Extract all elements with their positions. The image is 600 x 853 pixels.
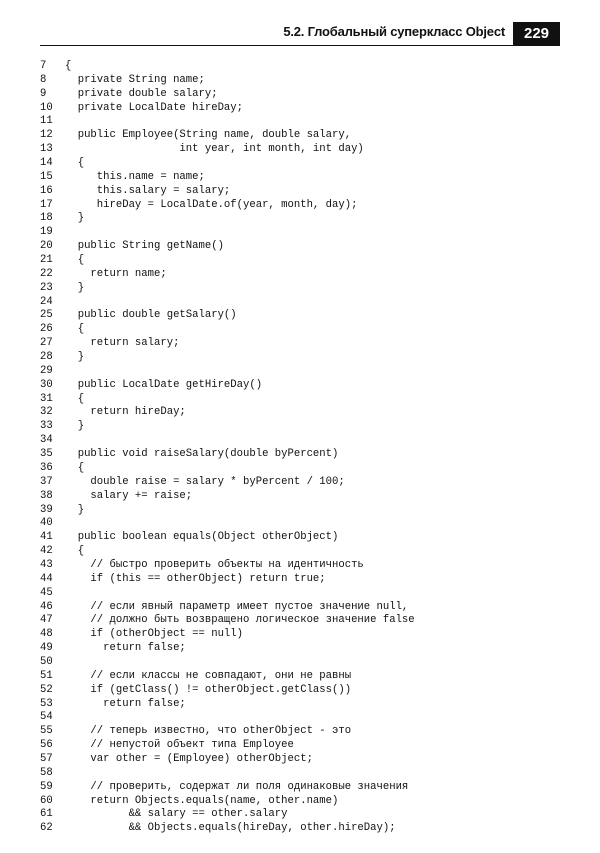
code-text: // должно быть возвращено логическое значение false	[65, 614, 415, 627]
code-text: }	[65, 503, 85, 516]
line-number: 33	[40, 420, 53, 433]
code-line	[40, 406, 415, 420]
line-number: 29	[40, 364, 53, 377]
code-text: if (this == otherObject) return true;	[65, 572, 326, 585]
code-text: }	[65, 351, 85, 364]
code-line	[40, 490, 415, 504]
code-text: public double getSalary()	[65, 309, 237, 322]
line-number: 21	[40, 254, 53, 267]
code-line	[40, 212, 415, 226]
line-number: 30	[40, 378, 53, 391]
code-text: public boolean equals(Object otherObject)	[65, 531, 339, 544]
line-number: 28	[40, 351, 53, 364]
code-line	[40, 462, 415, 476]
line-number: 54	[40, 711, 53, 724]
code-line	[40, 767, 415, 781]
code-line	[40, 795, 415, 809]
code-line	[40, 185, 415, 199]
line-number: 32	[40, 406, 53, 419]
line-number: 35	[40, 448, 53, 461]
header-rule	[40, 45, 513, 46]
code-line	[40, 628, 415, 642]
code-text: }	[65, 212, 85, 225]
line-number: 22	[40, 267, 53, 280]
line-number: 19	[40, 226, 53, 239]
code-line	[40, 296, 415, 310]
running-header	[40, 22, 560, 46]
code-line	[40, 531, 415, 545]
code-line	[40, 393, 415, 407]
line-number: 42	[40, 545, 53, 558]
code-text: this.name = name;	[65, 170, 205, 183]
line-number: 56	[40, 739, 53, 752]
code-line	[40, 60, 415, 74]
code-listing	[40, 60, 415, 836]
code-text: double raise = salary * byPercent / 100;	[65, 475, 345, 488]
code-line	[40, 420, 415, 434]
code-line	[40, 323, 415, 337]
line-number: 8	[40, 73, 47, 86]
line-number: 25	[40, 309, 53, 322]
line-number: 51	[40, 669, 53, 682]
code-text: && salary == other.salary	[65, 808, 288, 821]
code-line	[40, 781, 415, 795]
line-number: 17	[40, 198, 53, 211]
code-line	[40, 268, 415, 282]
code-text: // непустой объект типа Employee	[65, 739, 294, 752]
line-number: 24	[40, 295, 53, 308]
code-line	[40, 379, 415, 393]
code-text: // если классы не совпадают, они не равны	[65, 669, 352, 682]
code-text: // если явный параметр имеет пустое значение null,	[65, 600, 409, 613]
line-number: 50	[40, 655, 53, 668]
line-number: 15	[40, 170, 53, 183]
code-text: {	[65, 461, 85, 474]
line-number: 31	[40, 392, 53, 405]
code-text: hireDay = LocalDate.of(year, month, day);	[65, 198, 358, 211]
line-number: 7	[40, 60, 47, 72]
code-text: public void raiseSalary(double byPercent)	[65, 448, 339, 461]
code-line	[40, 504, 415, 518]
line-number: 11	[40, 115, 53, 128]
code-text: private double salary;	[65, 87, 218, 100]
code-text: if (getClass() != otherObject.getClass())	[65, 683, 352, 696]
code-line	[40, 642, 415, 656]
line-number: 26	[40, 323, 53, 336]
code-text: this.salary = salary;	[65, 184, 231, 197]
code-line	[40, 115, 415, 129]
code-text: {	[65, 157, 85, 170]
code-text: if (otherObject == null)	[65, 628, 244, 641]
line-number: 47	[40, 614, 53, 627]
code-text: {	[65, 254, 85, 267]
code-line	[40, 102, 415, 116]
code-text: {	[65, 323, 85, 336]
line-number: 14	[40, 157, 53, 170]
line-number: 48	[40, 628, 53, 641]
code-line	[40, 670, 415, 684]
line-number: 23	[40, 281, 53, 294]
code-line	[40, 337, 415, 351]
code-text: {	[65, 545, 85, 558]
line-number: 12	[40, 129, 53, 142]
line-number: 10	[40, 101, 53, 114]
code-text: }	[65, 281, 85, 294]
line-number: 20	[40, 240, 53, 253]
code-line	[40, 725, 415, 739]
code-line	[40, 545, 415, 559]
code-line	[40, 614, 415, 628]
code-text: salary += raise;	[65, 489, 193, 502]
code-text: // проверить, содержат ли поля одинаковые значения	[65, 780, 409, 793]
code-text: }	[65, 420, 85, 433]
code-text: {	[65, 60, 72, 72]
code-line	[40, 601, 415, 615]
line-number: 18	[40, 212, 53, 225]
code-text: private String name;	[65, 73, 205, 86]
code-line	[40, 240, 415, 254]
code-line	[40, 656, 415, 670]
code-line	[40, 517, 415, 531]
code-text: // теперь известно, что otherObject - это	[65, 725, 352, 738]
code-line	[40, 739, 415, 753]
code-line	[40, 282, 415, 296]
line-number: 55	[40, 725, 53, 738]
line-number: 37	[40, 475, 53, 488]
code-line	[40, 698, 415, 712]
page-number: 229	[513, 22, 560, 46]
code-line	[40, 476, 415, 490]
code-line	[40, 199, 415, 213]
code-text: private LocalDate hireDay;	[65, 101, 244, 114]
code-text: return false;	[65, 697, 186, 710]
code-line	[40, 559, 415, 573]
code-line	[40, 74, 415, 88]
line-number: 34	[40, 434, 53, 447]
code-text: return salary;	[65, 337, 180, 350]
line-number: 61	[40, 808, 53, 821]
code-line	[40, 822, 415, 836]
line-number: 27	[40, 337, 53, 350]
code-line	[40, 351, 415, 365]
line-number: 44	[40, 572, 53, 585]
code-line	[40, 129, 415, 143]
line-number: 13	[40, 143, 53, 156]
code-text: return name;	[65, 267, 167, 280]
line-number: 52	[40, 683, 53, 696]
line-number: 57	[40, 752, 53, 765]
code-line	[40, 157, 415, 171]
code-line	[40, 711, 415, 725]
code-line	[40, 753, 415, 767]
code-text: return hireDay;	[65, 406, 186, 419]
line-number: 46	[40, 600, 53, 613]
code-line	[40, 434, 415, 448]
line-number: 38	[40, 489, 53, 502]
line-number: 49	[40, 642, 53, 655]
code-line	[40, 309, 415, 323]
code-line	[40, 365, 415, 379]
code-line	[40, 171, 415, 185]
line-number: 9	[40, 87, 47, 100]
code-text: int year, int month, int day)	[65, 143, 364, 156]
code-line	[40, 573, 415, 587]
line-number: 16	[40, 184, 53, 197]
code-line	[40, 226, 415, 240]
code-text: public String getName()	[65, 240, 224, 253]
line-number: 39	[40, 503, 53, 516]
code-line	[40, 808, 415, 822]
code-line	[40, 448, 415, 462]
code-text: {	[65, 392, 85, 405]
code-line	[40, 143, 415, 157]
code-text: // быстро проверить объекты на идентичность	[65, 558, 364, 571]
line-number: 62	[40, 822, 53, 835]
code-text: public Employee(String name, double salary,	[65, 129, 352, 142]
line-number: 59	[40, 780, 53, 793]
line-number: 36	[40, 461, 53, 474]
code-text: return Objects.equals(name, other.name)	[65, 794, 339, 807]
code-line	[40, 587, 415, 601]
line-number: 40	[40, 517, 53, 530]
line-number: 58	[40, 766, 53, 779]
line-number: 43	[40, 558, 53, 571]
code-text: return false;	[65, 642, 186, 655]
line-number: 41	[40, 531, 53, 544]
code-line	[40, 684, 415, 698]
code-line	[40, 254, 415, 268]
line-number: 45	[40, 586, 53, 599]
line-number: 60	[40, 794, 53, 807]
line-number: 53	[40, 697, 53, 710]
chapter-title: 5.2. Глобальный суперкласс Object	[283, 24, 505, 39]
code-text: public LocalDate getHireDay()	[65, 378, 263, 391]
code-line	[40, 88, 415, 102]
code-text: && Objects.equals(hireDay, other.hireDay);	[65, 822, 396, 835]
code-text: var other = (Employee) otherObject;	[65, 752, 313, 765]
